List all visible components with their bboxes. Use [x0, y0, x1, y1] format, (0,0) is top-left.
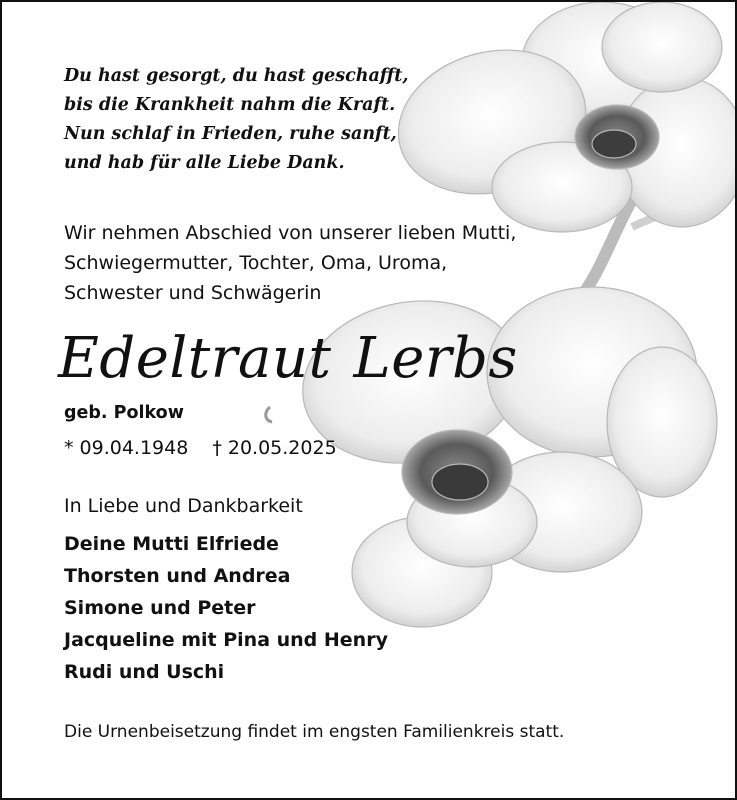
mourners-list — [64, 528, 388, 688]
poem-line: und hab für alle Liebe Dank. — [64, 153, 345, 173]
farewell-intro — [64, 218, 516, 308]
mourner-item: Rudi und Uschi — [64, 661, 225, 683]
closing-phrase: In Liebe und Dankbarkeit — [64, 495, 303, 517]
poem-line: Nun schlaf in Frieden, ruhe sanft, — [64, 124, 397, 144]
last-name: Lerbs — [353, 326, 518, 391]
mourner-item: Thorsten und Andrea — [64, 565, 291, 587]
deceased-name — [58, 324, 518, 394]
maiden-name: geb. Polkow — [64, 403, 184, 423]
mourner-item: Jacqueline mit Pina und Henry — [64, 629, 388, 651]
mourner-item: Simone und Peter — [64, 597, 256, 619]
funeral-notice: Die Urnenbeisetzung findet im engsten Familienkreis statt. — [64, 722, 565, 742]
life-dates — [64, 434, 337, 462]
first-name: Edeltraut — [58, 326, 332, 391]
poem — [64, 62, 408, 178]
intro-line: Wir nehmen Abschied von unserer lieben Mutti, — [64, 222, 517, 244]
mourner-item: Deine Mutti Elfriede — [64, 533, 279, 555]
intro-line: Schwiegermutter, Tochter, Oma, Uroma, — [64, 252, 448, 274]
birth-date: * 09.04.1948 — [64, 437, 189, 459]
death-date: † 20.05.2025 — [212, 437, 337, 459]
poem-line: bis die Krankheit nahm die Kraft. — [64, 95, 396, 115]
intro-line: Schwester und Schwägerin — [64, 282, 322, 304]
poem-line: Du hast gesorgt, du hast geschafft, — [64, 66, 409, 86]
